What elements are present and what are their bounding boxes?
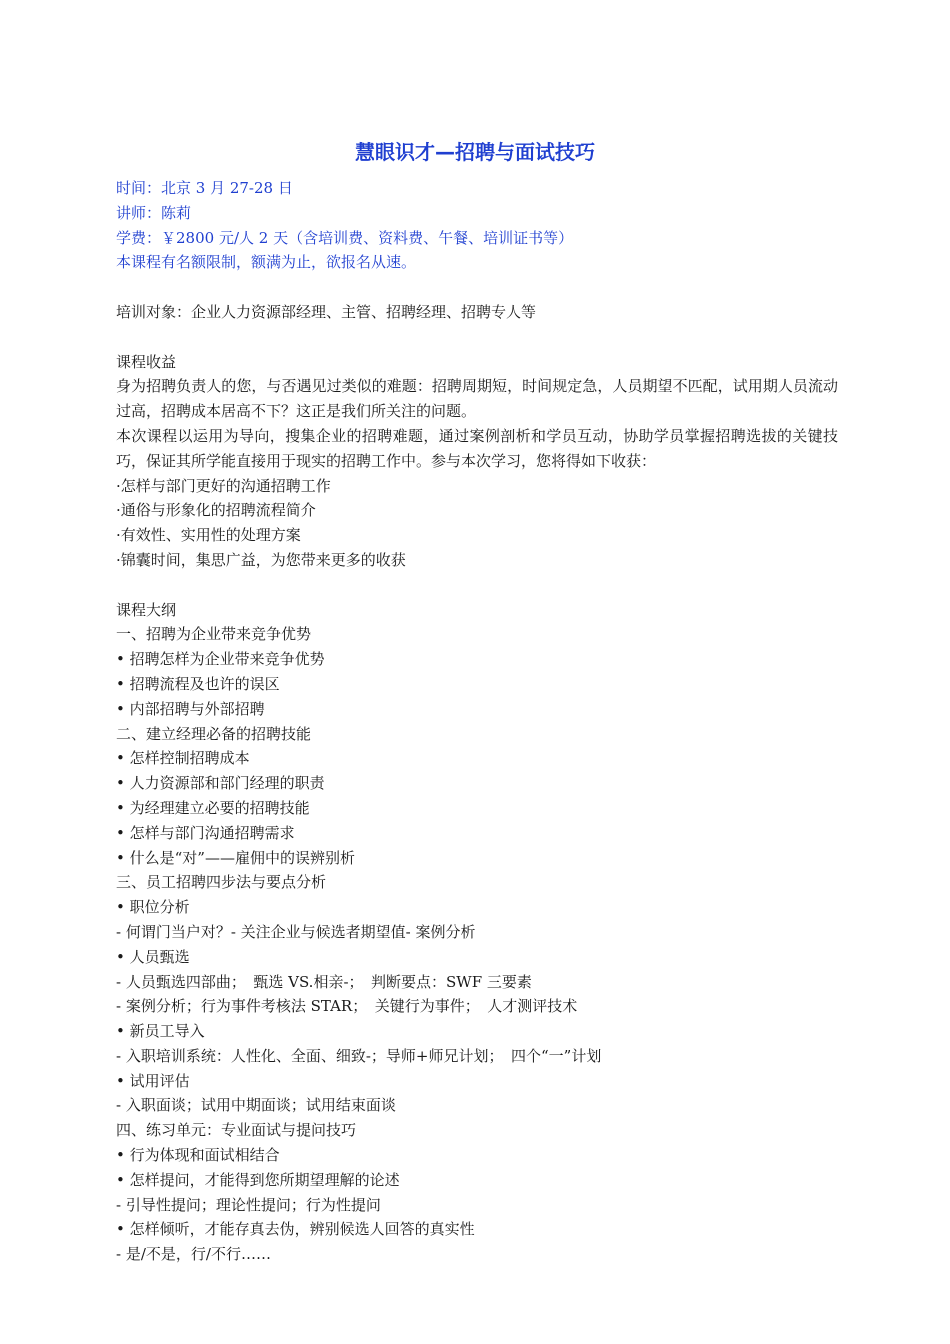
- outline-line: • 试用评估: [116, 1071, 190, 1090]
- outline-line: - 入职培训系统：人性化、全面、细致-；导师+师兄计划； 四个“一”计划: [116, 1046, 602, 1065]
- course-time: 时间：北京 3 月 27-28 日: [116, 179, 293, 197]
- outline-line: - 引导性提问；理论性提问；行为性提问: [116, 1195, 381, 1214]
- benefit-item: ·有效性、实用性的处理方案: [116, 526, 301, 545]
- outline-line: • 怎样与部门沟通招聘需求: [116, 823, 295, 842]
- document-body: [116, 176, 838, 1267]
- outline-line: 二、建立经理必备的招聘技能: [116, 724, 312, 743]
- benefits-heading: 课程收益: [116, 352, 177, 371]
- outline-list: [116, 622, 838, 1267]
- outline-line: • 人员甄选: [116, 947, 190, 966]
- enrollment-notice: 本课程有名额限制，额满为止，欲报名从速。: [116, 253, 417, 272]
- course-fee: 学费：￥2800 元/人 2 天（含培训费、资料费、午餐、培训证书等）: [116, 228, 574, 247]
- outline-line: - 入职面谈；试用中期面谈；试用结束面谈: [116, 1096, 396, 1115]
- benefits-paragraph-2: 本次课程以运用为导向，搜集企业的招聘难题，通过案例剖析和学员互动，协助学员掌握招聘选拔的关键技巧，保证其所学能直接用于现实的招聘工作中。参与本次学习，您将得如下收获：: [116, 426, 838, 470]
- outline-line: • 怎样倾听，才能存真去伪，辨别候选人回答的真实性: [116, 1220, 475, 1239]
- course-lecturer: 讲师：陈莉: [116, 203, 192, 222]
- outline-line: 四、练习单元：专业面试与提问技巧: [116, 1121, 357, 1140]
- outline-line: • 什么是“对”——雇佣中的误辨别析: [116, 848, 355, 867]
- outline-line: • 行为体现和面试相结合: [116, 1146, 280, 1165]
- spacer: [116, 573, 838, 598]
- benefit-item: ·通俗与形象化的招聘流程简介: [116, 501, 316, 520]
- outline-line: • 为经理建立必要的招聘技能: [116, 798, 310, 817]
- benefit-item: ·锦囊时间，集思广益，为您带来更多的收获: [116, 550, 406, 569]
- outline-line: - 是/不是，行/不行……: [116, 1245, 271, 1264]
- outline-heading: 课程大纲: [116, 600, 177, 619]
- spacer: [116, 325, 838, 350]
- outline-line: • 招聘流程及也许的误区: [116, 674, 280, 693]
- spacer: [116, 275, 838, 300]
- outline-line: • 职位分析: [116, 898, 190, 917]
- training-audience: 培训对象：企业人力资源部经理、主管、招聘经理、招聘专人等: [116, 302, 537, 321]
- outline-line: • 人力资源部和部门经理的职责: [116, 774, 325, 793]
- outline-line: • 招聘怎样为企业带来竞争优势: [116, 650, 325, 669]
- benefits-list: [116, 474, 838, 573]
- outline-line: 三、员工招聘四步法与要点分析: [116, 873, 327, 892]
- outline-line: 一、招聘为企业带来竞争优势: [116, 625, 312, 644]
- outline-line: - 人员甄选四部曲； 甄选 VS.相亲-； 判断要点：SWF 三要素: [116, 972, 532, 991]
- outline-line: • 内部招聘与外部招聘: [116, 699, 265, 718]
- outline-line: • 怎样提问，才能得到您所期望理解的论述: [116, 1170, 400, 1189]
- outline-line: - 案例分析；行为事件考核法 STAR； 关键行为事件； 人才测评技术: [116, 997, 578, 1016]
- outline-line: • 新员工导入: [116, 1022, 205, 1041]
- outline-line: - 何谓门当户对？- 关注企业与候选者期望值- 案例分析: [116, 922, 476, 941]
- document-title: 慧眼识才—招聘与面试技巧: [355, 140, 595, 164]
- benefit-item: ·怎样与部门更好的沟通招聘工作: [116, 476, 331, 495]
- benefits-paragraph-1: 身为招聘负责人的您，与否遇见过类似的难题：招聘周期短，时间规定急，人员期望不匹配，试用期人员流动过高，招聘成本居高不下？这正是我们所关注的问题。: [116, 377, 838, 421]
- outline-line: • 怎样控制招聘成本: [116, 749, 250, 768]
